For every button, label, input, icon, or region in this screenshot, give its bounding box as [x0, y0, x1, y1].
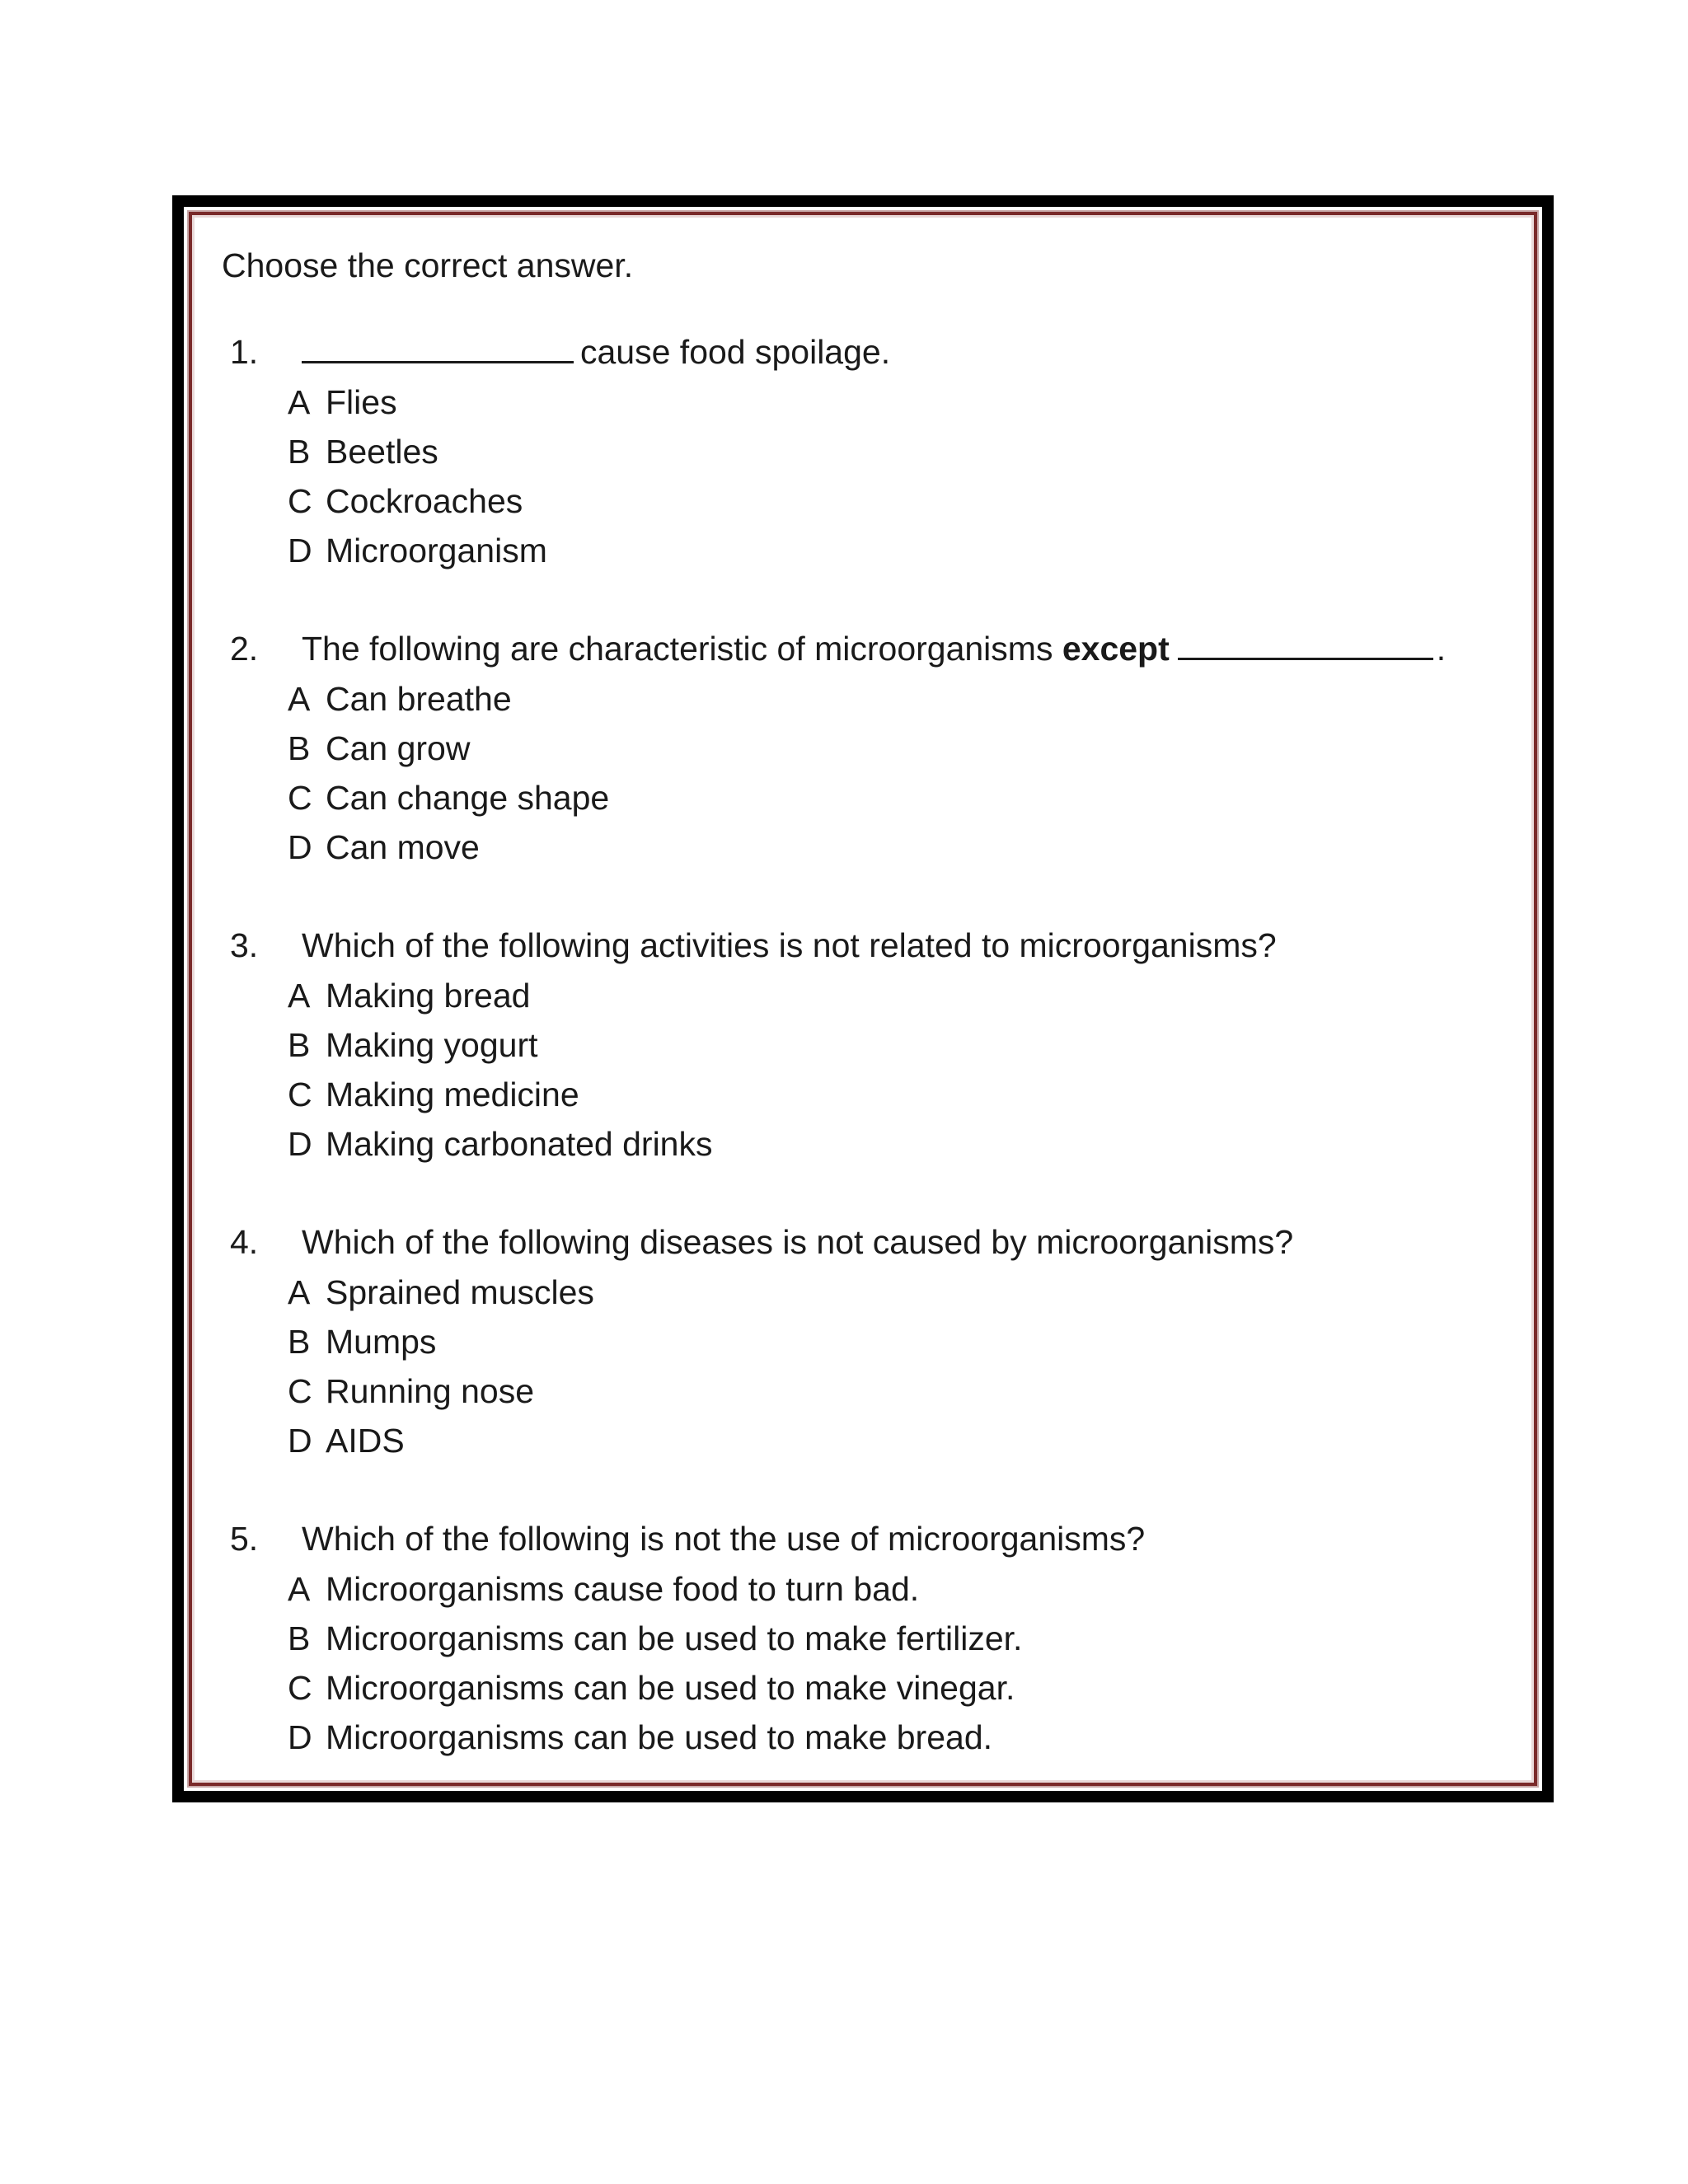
option-list	[230, 1268, 1516, 1465]
option-letter: B	[288, 729, 311, 767]
option-text: Can grow	[326, 729, 471, 767]
option-list	[230, 377, 1516, 575]
answer-blank	[302, 328, 574, 363]
option-d[interactable]	[288, 1713, 1516, 1762]
option-text: Making medicine	[326, 1076, 579, 1113]
option-text: Can move	[326, 828, 480, 866]
option-list	[230, 674, 1516, 872]
question-stem	[230, 1216, 1516, 1268]
worksheet-body	[189, 212, 1537, 1786]
option-letter: C	[288, 1669, 312, 1707]
option-a[interactable]	[288, 674, 1516, 724]
option-text: Microorganisms can be used to make vinegar.	[326, 1669, 1015, 1707]
option-c[interactable]	[288, 476, 1516, 526]
option-list	[230, 1564, 1516, 1762]
option-c[interactable]	[288, 1366, 1516, 1416]
option-text: Making yogurt	[326, 1026, 538, 1064]
option-letter: A	[288, 977, 311, 1015]
option-text: Microorganisms can be used to make bread.	[326, 1718, 993, 1756]
option-text: Making bread	[326, 977, 531, 1015]
option-letter: A	[288, 680, 311, 718]
option-text: Microorganism	[326, 532, 547, 569]
option-letter: C	[288, 482, 312, 520]
option-letter: B	[288, 1323, 311, 1361]
option-text: Sprained muscles	[326, 1273, 594, 1311]
option-letter: D	[288, 1125, 312, 1163]
option-text: Flies	[326, 383, 397, 421]
question-number: 2.	[230, 630, 259, 668]
option-text: Microorganisms can be used to make fertilizer.	[326, 1619, 1023, 1657]
question-text: cause food spoilage.	[580, 333, 891, 371]
option-text: Mumps	[326, 1323, 437, 1361]
option-letter: D	[288, 828, 312, 866]
option-d[interactable]	[288, 823, 1516, 872]
option-b[interactable]	[288, 427, 1516, 476]
option-text: Can change shape	[326, 779, 610, 817]
option-a[interactable]	[288, 971, 1516, 1020]
question-text: The following are characteristic of microorganisms	[302, 630, 1062, 668]
option-letter: A	[288, 1273, 311, 1311]
worksheet-frame-gap	[184, 207, 1542, 1791]
question-stem	[230, 920, 1516, 971]
option-text: Cockroaches	[326, 482, 523, 520]
option-c[interactable]	[288, 773, 1516, 823]
option-a[interactable]	[288, 1268, 1516, 1317]
question-number: 1.	[230, 333, 259, 371]
option-a[interactable]	[288, 377, 1516, 427]
question-stem	[230, 326, 1516, 377]
option-c[interactable]	[288, 1070, 1516, 1119]
option-letter: A	[288, 1570, 311, 1608]
worksheet-frame	[172, 195, 1554, 1802]
option-b[interactable]	[288, 1317, 1516, 1366]
option-letter: B	[288, 1619, 311, 1657]
option-c[interactable]	[288, 1663, 1516, 1713]
question-3	[230, 920, 1516, 1169]
option-letter: A	[288, 383, 311, 421]
option-text: Running nose	[326, 1372, 535, 1410]
question-stem	[230, 1513, 1516, 1564]
question-number: 4.	[230, 1223, 259, 1261]
question-text: Which of the following is not the use of microorganisms?	[302, 1520, 1146, 1558]
option-letter: C	[288, 1076, 312, 1113]
option-letter: D	[288, 1718, 312, 1756]
option-a[interactable]	[288, 1564, 1516, 1614]
option-text: Making carbonated drinks	[326, 1125, 713, 1163]
question-1	[230, 326, 1516, 575]
question-4	[230, 1216, 1516, 1465]
question-stem	[230, 623, 1516, 674]
question-2	[230, 623, 1516, 872]
question-text: Which of the following diseases is not caused by microorganisms?	[302, 1223, 1294, 1261]
option-b[interactable]	[288, 724, 1516, 773]
option-text: Beetles	[326, 433, 438, 471]
option-d[interactable]	[288, 526, 1516, 575]
answer-blank	[1178, 625, 1433, 660]
question-number: 5.	[230, 1520, 259, 1558]
option-text: Microorganisms cause food to turn bad.	[326, 1570, 920, 1608]
option-letter: C	[288, 1372, 312, 1410]
option-letter: D	[288, 532, 312, 569]
option-d[interactable]	[288, 1119, 1516, 1169]
option-letter: B	[288, 1026, 311, 1064]
option-letter: D	[288, 1422, 312, 1460]
option-list	[230, 971, 1516, 1169]
question-5	[230, 1513, 1516, 1762]
option-b[interactable]	[288, 1614, 1516, 1663]
question-number: 3.	[230, 926, 259, 964]
question-text: Which of the following activities is not related to microorganisms?	[302, 926, 1277, 964]
option-letter: C	[288, 779, 312, 817]
instruction-text: Choose the correct answer.	[222, 246, 634, 284]
option-text: Can breathe	[326, 680, 512, 718]
option-letter: B	[288, 433, 311, 471]
option-text: AIDS	[326, 1422, 405, 1460]
option-b[interactable]	[288, 1020, 1516, 1070]
option-d[interactable]	[288, 1416, 1516, 1465]
question-emphasis: except	[1062, 630, 1170, 668]
question-end-punctuation: .	[1436, 630, 1447, 668]
